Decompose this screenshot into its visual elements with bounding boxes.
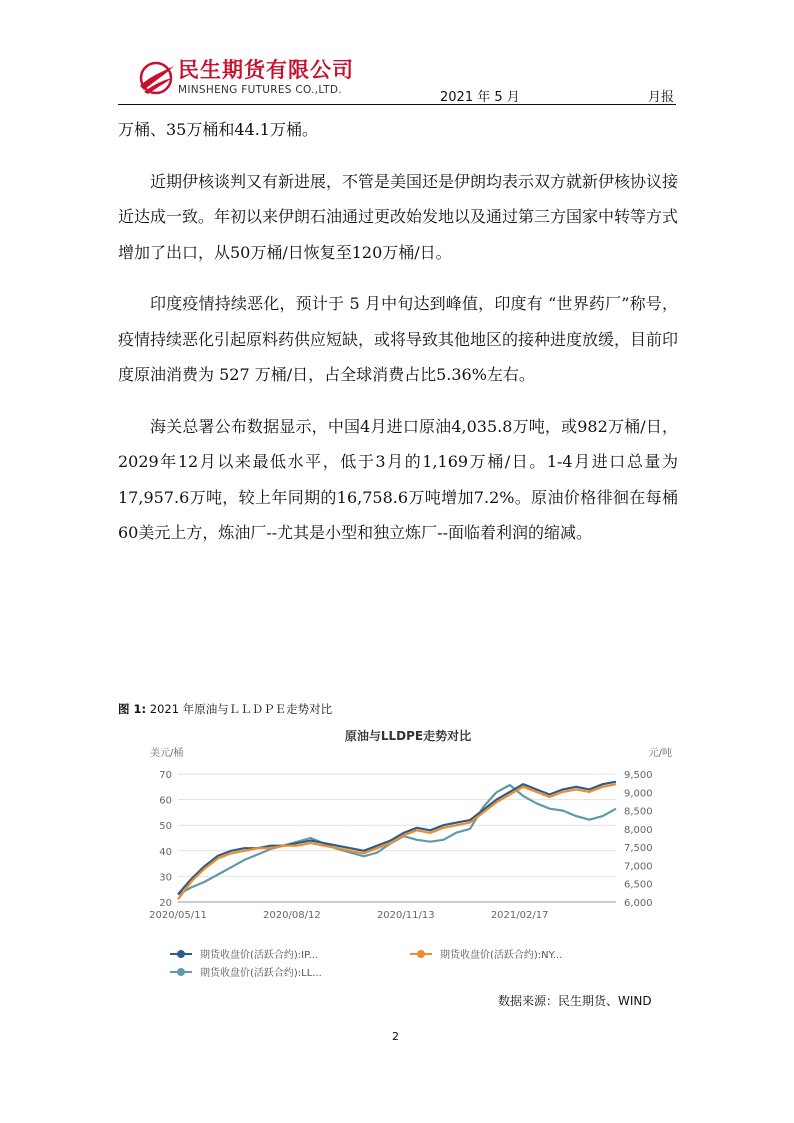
page-header — [0, 0, 794, 110]
chart-title: 原油与LLDPE走势对比 — [344, 729, 472, 743]
y-tick-right: 7,000 — [624, 861, 653, 873]
paragraph: 印度疫情持续恶化，预计于 5 月中旬达到峰值，印度有 “世界药厂”称号，疫情持续恶化引起原料药供应短缺，或将导致其他地区的接种进度放缓，目前印度原油消费为 527 万桶/日，占全球消费占比5.36%左右。 — [118, 294, 679, 384]
y-tick-right: 9,500 — [624, 770, 653, 781]
legend-label: 期货收盘价(活跃合约):LL... — [200, 968, 322, 979]
y-tick-left: 50 — [159, 821, 172, 833]
report-type: 月报 — [648, 90, 675, 105]
y-tick-left: 40 — [159, 846, 172, 858]
crude-lldpe-chart — [140, 722, 676, 990]
legend-marker — [177, 968, 185, 976]
figure-label: 图 1: — [118, 702, 147, 716]
legend-marker — [177, 950, 185, 958]
y-tick-right: 7,500 — [624, 843, 653, 855]
logo-swoosh-icon — [136, 58, 176, 98]
x-tick: 2020/08/12 — [263, 910, 321, 921]
y-tick-left: 30 — [159, 872, 172, 884]
x-tick: 2020/11/13 — [376, 910, 435, 921]
chart-canvas — [140, 722, 676, 990]
legend-label: 期货收盘价(活跃合约):NY... — [440, 950, 563, 961]
company-logo — [136, 58, 366, 98]
y-tick-right: 8,000 — [624, 824, 653, 836]
y-tick-left: 20 — [159, 898, 172, 909]
paragraph: 万桶、35万桶和44.1万桶。 — [118, 120, 318, 139]
page-number: 2 — [392, 1030, 399, 1043]
y-tick-right: 8,500 — [624, 806, 653, 818]
y-tick-right: 9,000 — [624, 788, 653, 800]
figure-caption — [118, 701, 332, 717]
x-tick: 2021/02/17 — [490, 910, 549, 921]
header-divider — [118, 104, 676, 105]
figure-title: 2021 年原油与ＬＬＤＰＥ走势对比 — [149, 702, 333, 716]
paragraph: 海关总署公布数据显示，中国4月进口原油4,035.8万吨，或982万桶/日，2029年12月以来最低水平，低于3月的1,169万桶/日。1-4月进口总量为17,957.6万吨，较上年同期的16,758.6万吨增加7.2%。原油价格徘徊在每桶60美元上方，炼油厂--尤其是小型和独立炼厂--面临着利润的缩减。 — [118, 416, 678, 542]
data-source: 数据来源：民生期货、WIND — [498, 994, 652, 1008]
ylabel-right: 元/吨 — [648, 748, 672, 759]
y-tick-right: 6,500 — [624, 879, 653, 891]
series-line — [178, 784, 616, 899]
company-name-cn: 民生期货有限公司 — [178, 58, 354, 82]
y-tick-left: 70 — [159, 770, 172, 781]
company-name-en: MINSHENG FUTURES CO.,LTD. — [178, 84, 342, 96]
paragraph: 近期伊核谈判又有新进展，不管是美国还是伊朗均表示双方就新伊核协议接近达成一致。年初以来伊朗石油通过更改始发地以及通过第三方国家中转等方式增加了出口，从50万桶/日恢复至120万桶/日。 — [118, 171, 679, 262]
ylabel-left: 美元/桶 — [150, 748, 184, 759]
legend-label: 期货收盘价(活跃合约):IP... — [200, 950, 319, 961]
report-date: 2021 年 5 月 — [440, 90, 520, 105]
article-body — [118, 112, 678, 567]
y-tick-right: 6,000 — [624, 898, 653, 909]
x-tick: 2020/05/11 — [149, 910, 207, 921]
y-tick-left: 60 — [159, 795, 172, 807]
legend-marker — [417, 950, 425, 958]
